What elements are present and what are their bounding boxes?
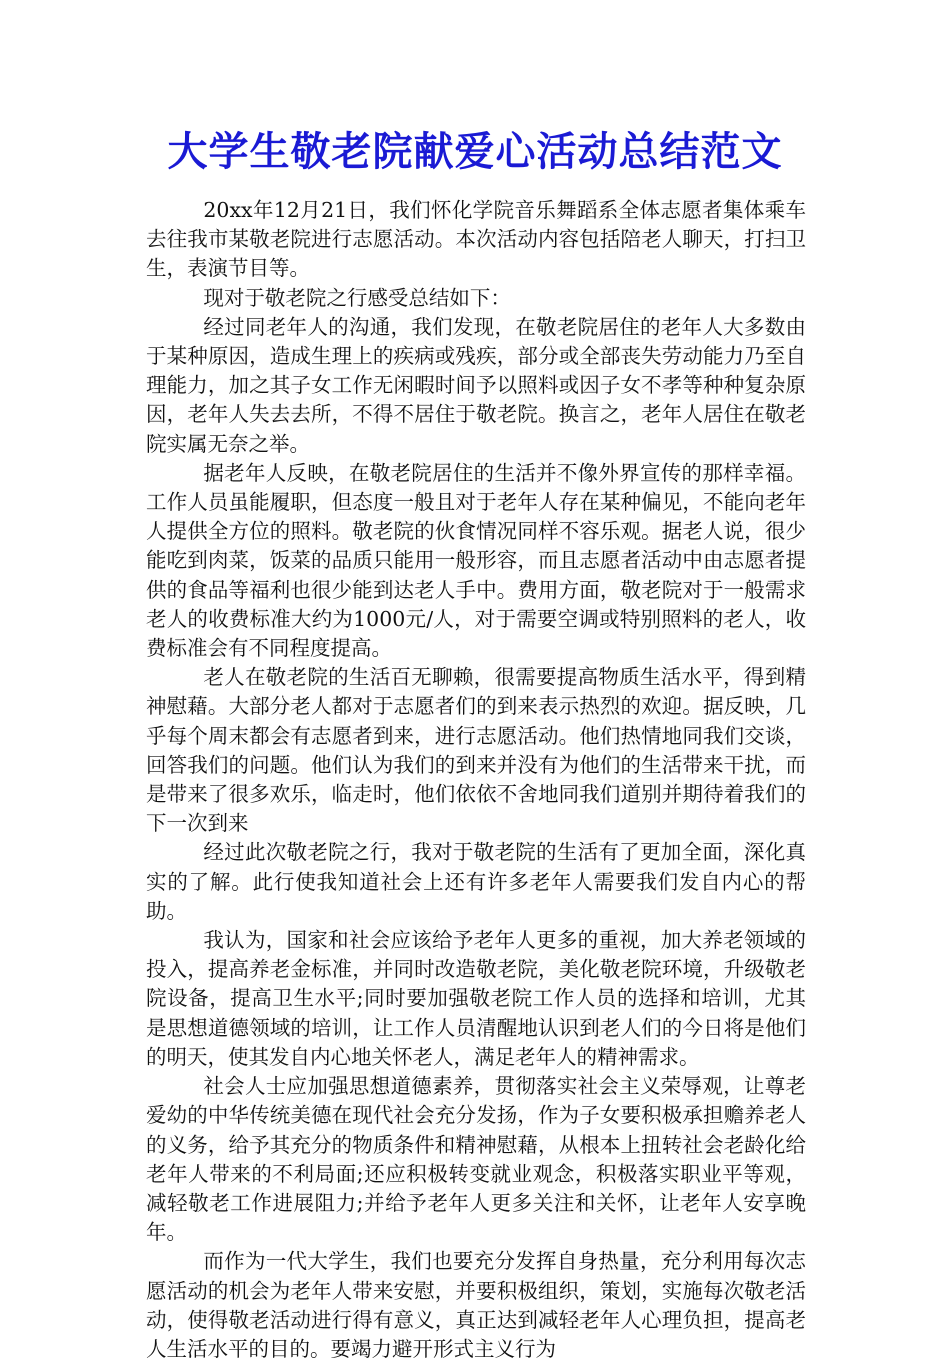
paragraph-9: 而作为一代大学生，我们也要充分发挥自身热量，充分利用每次志愿活动的机会为老年人带来安慰，并要积极组织，策划，实施每次敬老活动，使得敬老活动进行得有意义，真正达到减轻老年人心理负担，提高老人生活水平的目的。要竭力避开形式主义行为 [146,1249,806,1361]
paragraph-2: 现对于敬老院之行感受总结如下： [203,285,511,310]
document-body [146,196,806,1364]
paragraph-6: 经过此次敬老院之行，我对于敬老院的生活有了更加全面，深化真实的了解。此行使我知道社会上还有许多老年人需要我们发自内心的帮助。 [146,840,806,923]
paragraph-1: 20xx年12月21日，我们怀化学院音乐舞蹈系全体志愿者集体乘车去往我市某敬老院进行志愿活动。本次活动内容包括陪老人聊天，打扫卫生，表演节目等。 [146,198,806,281]
paragraph-4: 据老年人反映，在敬老院居住的生活并不像外界宣传的那样幸福。工作人员虽能履职，但态度一般且对于老年人存在某种偏见，不能向老年人提供全方位的照料。敬老院的伙食情况同样不容乐观。据老人说，很少能吃到肉菜，饭菜的品质只能用一般形容，而且志愿者活动中由志愿者提供的食品等福利也很少能到达老人手中。费用方面，敬老院对于一般需求老人的收费标准大约为1000元/人，对于需要空调或特别照料的老人，收费标准会有不同程度提高。 [146,460,806,661]
document-title: 大学生敬老院献爱心活动总结范文 [167,129,783,175]
paragraph-5: 老人在敬老院的生活百无聊赖，很需要提高物质生活水平，得到精神慰藉。大部分老人都对于志愿者们的到来表示热烈的欢迎。据反映，几乎每个周末都会有志愿者到来，进行志愿活动。他们热情地同我们交谈，回答我们的问题。他们认为我们的到来并没有为他们的生活带来干扰，而是带来了很多欢乐，临走时，他们依依不舍地同我们道别并期待着我们的下一次到来 [146,665,806,836]
paragraph-3: 经过同老年人的沟通，我们发现，在敬老院居住的老年人大多数由于某种原因，造成生理上的疾病或残疾，部分或全部丧失劳动能力乃至自理能力，加之其子女工作无闲暇时间予以照料或因子女不孝等种种复杂原因，老年人失去去所，不得不居住于敬老院。换言之，老年人居住在敬老院实属无奈之举。 [146,314,806,456]
paragraph-7: 我认为，国家和社会应该给予老年人更多的重视，加大养老领域的投入，提高养老金标准，并同时改造敬老院，美化敬老院环境，升级敬老院设备，提高卫生水平;同时要加强敬老院工作人员的选择和培训，尤其是思想道德领域的培训，让工作人员清醒地认识到老人们的今日将是他们的明天，使其发自内心地关怀老人，满足老年人的精神需求。 [146,928,806,1069]
paragraph-8: 社会人士应加强思想道德素养，贯彻落实社会主义荣辱观，让尊老爱幼的中华传统美德在现代社会充分发扬，作为子女要积极承担赡养老人的义务，给予其充分的物质条件和精神慰藉，从根本上扭转社会老龄化给老年人带来的不利局面;还应积极转变就业观念，积极落实职业平等观，减轻敬老工作进展阻力;并给予老年人更多关注和关怀，让老年人安享晚年。 [146,1074,806,1245]
